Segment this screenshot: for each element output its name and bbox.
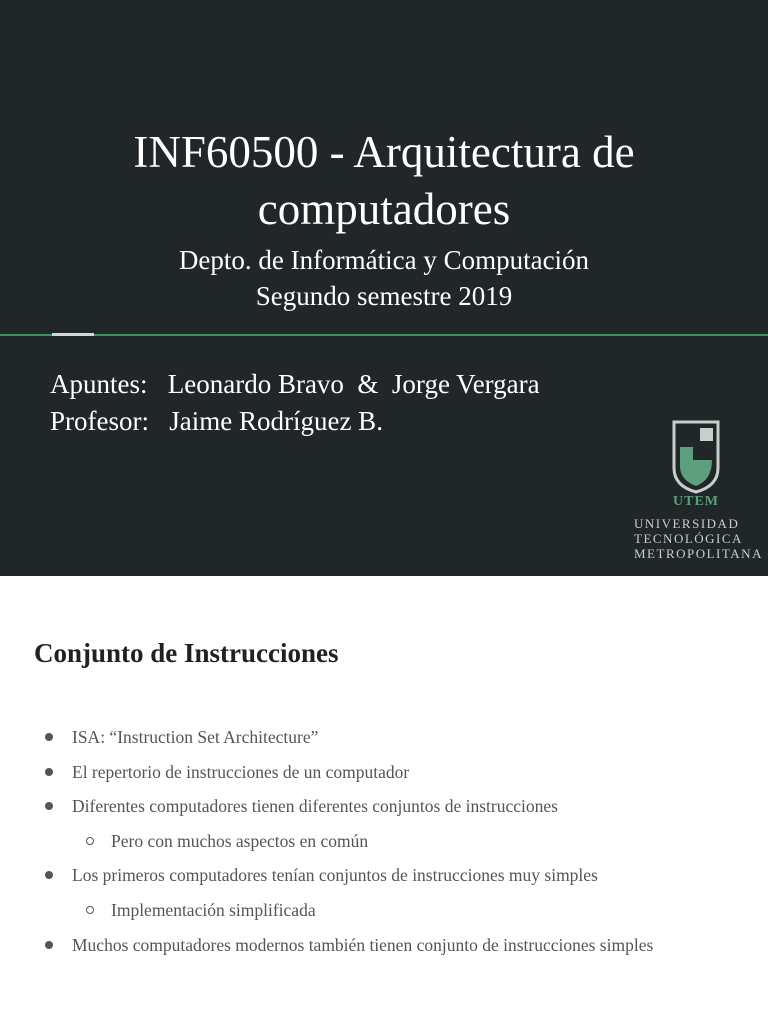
slide-title-line: computadores bbox=[257, 184, 511, 234]
title-divider bbox=[0, 334, 768, 336]
bullet-item bbox=[0, 934, 653, 969]
semester-line: Segundo semestre 2019 bbox=[255, 281, 513, 311]
notes-authors: Apuntes: Leonardo Bravo & Jorge Vergara bbox=[50, 369, 540, 399]
utem-acronym: UTEM bbox=[673, 494, 719, 509]
filled-bullet-icon bbox=[45, 733, 53, 741]
utem-name bbox=[634, 516, 766, 561]
hollow-bullet-icon bbox=[86, 837, 94, 845]
bullet-item bbox=[0, 864, 653, 899]
filled-bullet-icon bbox=[45, 871, 53, 879]
bullet-text: Implementación simplificada bbox=[111, 899, 316, 920]
hollow-bullet-icon bbox=[86, 906, 94, 914]
bullet-text: Pero con muchos aspectos en común bbox=[111, 830, 369, 851]
filled-bullet-icon bbox=[45, 802, 53, 810]
filled-bullet-icon bbox=[45, 768, 53, 776]
utem-shield-icon bbox=[671, 420, 721, 494]
filled-bullet-icon bbox=[45, 941, 53, 949]
utem-name-line: UNIVERSIDAD bbox=[634, 516, 740, 531]
bullet-text: Los primeros computadores tenían conjuntos de instrucciones muy simples bbox=[72, 865, 598, 886]
bullet-text: ISA: “Instruction Set Architecture” bbox=[72, 727, 319, 747]
slide-title-line: INF60500 - Arquitectura de bbox=[133, 127, 635, 177]
bullet-list bbox=[0, 726, 653, 968]
bullet-text: El repertorio de instrucciones de un computador bbox=[72, 761, 410, 782]
slide-title bbox=[0, 124, 768, 238]
utem-name-line: TECNOLÓGICA bbox=[634, 531, 743, 546]
bullet-text: Diferentes computadores tienen diferentes conjuntos de instrucciones bbox=[72, 796, 558, 817]
bullet-text: Muchos computadores modernos también tienen conjunto de instrucciones simples bbox=[72, 934, 654, 955]
sub-bullet-item bbox=[0, 830, 653, 865]
bullet-item bbox=[0, 795, 653, 830]
department-line: Depto. de Informática y Computación bbox=[178, 245, 590, 275]
professor: Profesor: Jaime Rodríguez B. bbox=[50, 406, 383, 436]
content-heading: Conjunto de Instrucciones bbox=[34, 638, 339, 668]
credits bbox=[50, 366, 540, 440]
utem-name-line: METROPOLITANA bbox=[634, 546, 763, 561]
bullet-item bbox=[0, 726, 653, 761]
slide-subtitle bbox=[0, 242, 768, 314]
sub-bullet-item bbox=[0, 899, 653, 934]
utem-logo bbox=[630, 420, 766, 566]
divider-accent bbox=[52, 333, 94, 336]
content-slide bbox=[0, 576, 768, 1024]
bullet-item bbox=[0, 761, 653, 796]
